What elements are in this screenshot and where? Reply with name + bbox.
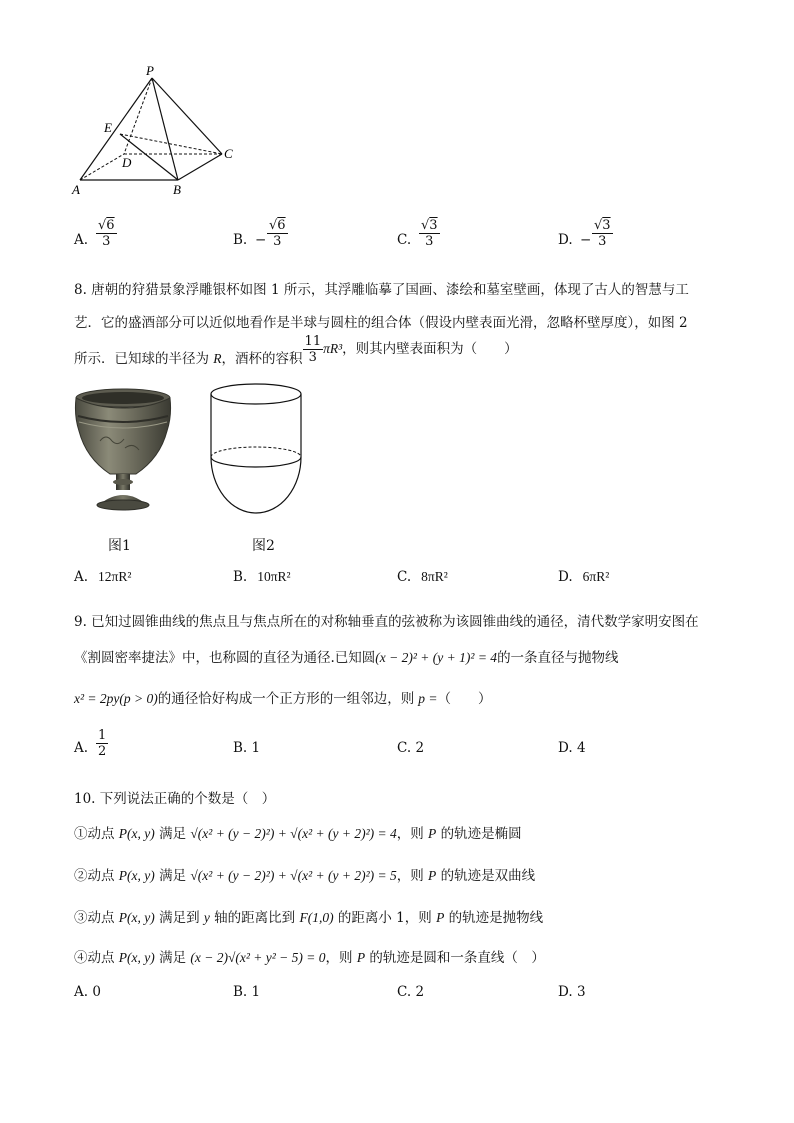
- label-C: C: [224, 146, 233, 161]
- fig2-caption: 图2: [252, 538, 275, 554]
- q9-option-d: D. 4: [558, 740, 586, 756]
- label-P: P: [146, 63, 154, 78]
- q8-line-1: 8. 唐朝的狩猎景象浮雕银杯如图 1 所示，其浮雕临摹了国画、漆绘和墓室壁画，体现了古人的智慧与工: [74, 282, 689, 298]
- q10-item-4: ④动点 P(x, y) 满足 (x − 2)√(x² + y² − 5) = 0，则 P 的轨迹是圆和一条直线（ ）: [74, 950, 545, 966]
- silver-cup-photo: [70, 386, 176, 516]
- q10-option-d: D. 3: [558, 984, 586, 1000]
- q10-item-1: ①动点 P(x, y) 满足 √(x² + (y − 2)²) + √(x² + (y + 2)²) = 4，则 P 的轨迹是椭圆: [74, 826, 522, 842]
- q9-option-c: C. 2: [397, 740, 425, 756]
- q10-option-c: C. 2: [397, 984, 425, 1000]
- q10-option-a: A. 0: [74, 984, 101, 1000]
- q8-option-d: D. 6πR²: [558, 569, 610, 585]
- label-D: D: [122, 155, 132, 170]
- q9-option-b: B. 1: [233, 740, 261, 756]
- q10-stem: 10. 下列说法正确的个数是（ ）: [74, 791, 276, 807]
- q8-option-c: C. 8πR²: [397, 569, 448, 585]
- fig1-caption: 图1: [108, 538, 131, 554]
- q10-item-3: ③动点 P(x, y) 满足到 y 轴的距离比到 F(1,0) 的距离小 1，则 P 的轨迹是抛物线: [74, 910, 544, 926]
- q10-item-2: ②动点 P(x, y) 满足 √(x² + (y − 2)²) + √(x² + (y + 2)²) = 5，则 P 的轨迹是双曲线: [74, 868, 536, 884]
- q8-option-b: B. 10πR²: [233, 569, 291, 585]
- q9-line-1: 9. 已知过圆锥曲线的焦点且与焦点所在的对称轴垂直的弦被称为该圆锥曲线的通径，清代数学家明安图在: [74, 614, 699, 630]
- pyramid-figure: [66, 62, 246, 202]
- q9-line-2: 《割圆密率捷法》中，也称圆的直径为通径.已知圆(x − 2)² + (y + 1)² = 4的一条直径与抛物线: [74, 650, 619, 666]
- q8-line-3: 所示．已知球的半径为 R，酒杯的容积 $\frac{11}{3}$ πR³，则其内壁表面积为（ ）: [74, 334, 518, 367]
- q8-line-2: 艺．它的盛酒部分可以近似地看作是半球与圆柱的组合体（假设内壁表面光滑，忽略杯壁厚度），如图 2: [74, 315, 688, 331]
- q9-line-3: x² = 2py(p > 0)的通径恰好构成一个正方形的一组邻边，则 p =（ ）: [74, 691, 492, 707]
- q8-option-a: A. 12πR²: [74, 569, 132, 585]
- label-E: E: [104, 120, 112, 135]
- label-A: A: [72, 182, 80, 197]
- label-B: B: [173, 182, 181, 197]
- q10-option-b: B. 1: [233, 984, 261, 1000]
- cup-geometry-figure: [206, 380, 306, 522]
